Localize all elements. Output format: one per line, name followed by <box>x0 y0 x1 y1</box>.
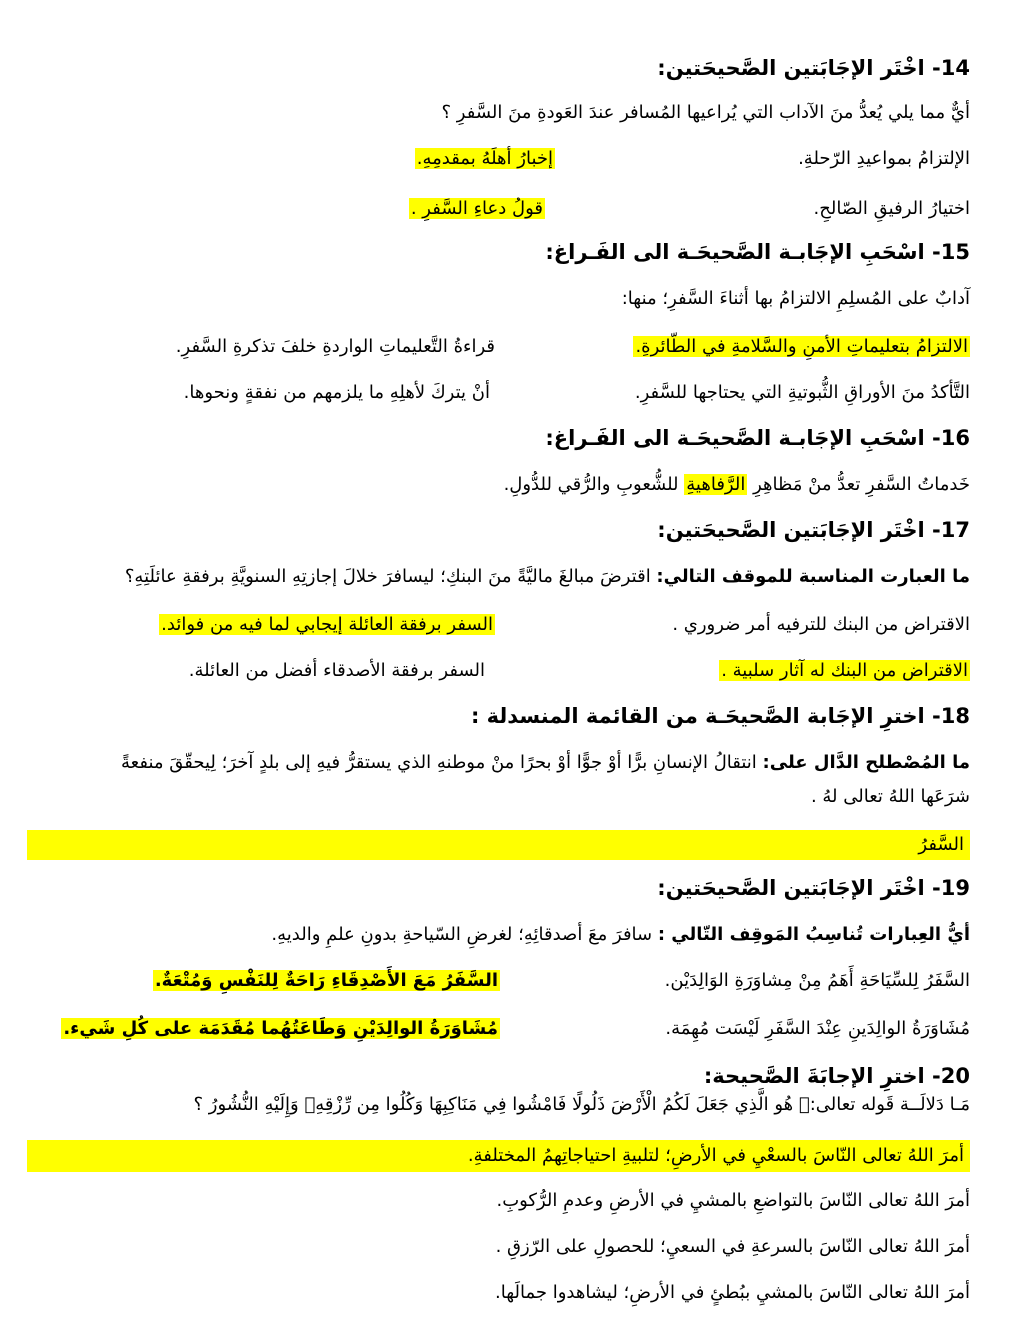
question-18-title: 18- اخترِ الإجَابة الصَّحيحَـة من القائمة المنسدلة : <box>470 704 970 728</box>
q14-option-3[interactable]: اختيارُ الرفيقِ الصّالحِ. <box>813 198 970 219</box>
question-19-text: أيُّ العِبارات تُناسِبُ المَوقِف التّالي : سافرَ معَ أصدقائِهِ؛ لغرضِ السّياحةِ بدونِ علمِ والديهِ. <box>271 924 970 945</box>
q15-option-2[interactable]: قراءةُ التَّعليماتِ الواردةِ خلفَ تذكرةِ السَّفرِ. <box>175 336 495 357</box>
question-15-text: آدابٌ على المُسلِمِ الالتزامُ بها أثناءَ السَّفرِ؛ منها: <box>621 288 970 309</box>
question-15-title: 15- اسْحَبِ الإجَابـة الصَّحيحَـة الى الفَـراغ: <box>545 240 970 264</box>
q20-option-3[interactable]: أمرَ اللهُ تعالى النّاسَ بالسرعةِ في السعيِ؛ للحصولِ على الرّزقِ . <box>495 1236 970 1257</box>
question-14-text: أيٌّ مما يلي يُعدُّ منَ الآداب التي يُراعيها المُسافر عندَ العَودةِ منَ السَّفرِ ؟ <box>441 102 970 123</box>
question-18-text-line2: شرَعَها اللهُ تعالى لهُ . <box>810 786 970 807</box>
question-20-title: 20- اخترِ الإجابَةَ الصَّحيحة: <box>703 1064 970 1088</box>
question-17-text: ما العبارت المناسبة للموقف التالي: اقترضَ مبالغَ ماليَّةً منَ البنكِ؛ ليسافرَ خلالَ إجازتِهِ السنويَّةِ برفقةِ عائلَتِهِ؟ <box>124 566 970 587</box>
q15-option-1[interactable]: الالتزامُ بتعليماتِ الأمنِ والسَّلامةِ في الطّائرةِ. <box>635 336 968 357</box>
q17-option-1[interactable]: الاقتراض من البنك للترفيه أمر ضروري . <box>672 614 970 635</box>
q19-option-3[interactable]: مُشَاوَرَةُ الوالِدَينِ عِنْدَ السَّفَرِ لَيْسَت مُهِمَة. <box>665 1018 970 1039</box>
q17-option-2[interactable]: السفر برفقة العائلة إيجابي لما فيه من فوائد. <box>161 614 493 635</box>
question-16-sentence: خَدماتُ السَّفرِ تعدُّ منْ مَظاهِرِ الرَّفاهيةِ للشُّعوبِ والرُّقي للدُّولِ. <box>503 474 970 495</box>
q14-option-2[interactable]: إخبارُ أهلَهُ بمقدمِهِ. <box>416 148 553 169</box>
question-18-text-line1: ما المُصْطلح الدَّال على: انتقالُ الإنسانِ برًّا أوْ جوًّا أوْ بحرًا منْ موطنهِ الذي يستقرُّ فيهِ إلى بلدٍ آخرَ؛ لِيحقّقَ منفعةً <box>121 752 970 773</box>
q14-option-1[interactable]: الإلتزامُ بمواعيدِ الرّحلةِ. <box>798 148 970 169</box>
question-20-text: مَـا دَلالَــة قَوله تعالى:﴿ هُو الَّذِي جَعَلَ لَكُمُ الْأَرْضَ ذَلُولًا فَامْشُوا فِي مَنَاكِبِهَا وَكُلُوا مِن رِّزْقِهِۖ وَإِلَيْهِ النُّشُورُ ؟ <box>193 1094 970 1115</box>
q15-option-3[interactable]: التَّأكدُ منَ الأوراقِ الثُّبوتيةِ التي يحتاجها للسَّفرِ. <box>634 382 970 403</box>
q20-option-1[interactable]: أمرَ اللهُ تعالى النّاسَ بالسعْيِ في الأرضِ؛ لتلبيةِ احتياجاتِهمُ المختلفةِ. <box>27 1140 970 1172</box>
question-14-title: 14- اخْتَر الإجَابَتين الصَّحيحَتين: <box>657 56 970 80</box>
question-17-title: 17- اخْتَر الإجَابَتين الصَّحيحَتين: <box>657 518 970 542</box>
q17-option-4[interactable]: السفر برفقة الأصدقاء أفضل من العائلة. <box>188 660 485 681</box>
q19-option-1[interactable]: السَّفَرُ لِلسِّيَاحَةِ أَهَمُ مِنْ مِشاوَرَةِ الوَالِدَيْن. <box>664 970 970 991</box>
q20-option-4[interactable]: أمرَ اللهُ تعالى النّاسَ بالمشيِ ببُطئٍ في الأرضِ؛ ليشاهدوا جمالَها. <box>494 1282 970 1303</box>
q19-option-4[interactable]: مُشَاوَرَةُ الوالِدَيْنِ وَطَاعَتُهُما مُقَدَمَة على كُلِ شَيء. <box>63 1018 498 1039</box>
q19-option-2[interactable]: السَّفَرُ مَعَ الأَصْدِقَاءِ رَاحَةٌ لِلنَفْسِ وَمُتْعَةٌ. <box>154 970 498 991</box>
q14-option-4[interactable]: قولُ دعاءِ السَّفرِ . <box>410 198 543 219</box>
q16-drop-zone-answer[interactable]: الرَّفاهيةِ <box>686 474 746 495</box>
q15-option-4[interactable]: أنْ يتركَ لأهلِهِ ما يلزمهم من نفقةٍ ونحوها. <box>183 382 490 403</box>
question-16-title: 16- اسْحَبِ الإجَابـة الصَّحيحَـة الى الفَـراغ: <box>545 426 970 450</box>
question-19-title: 19- اخْتَر الإجَابَتين الصَّحيحَتين: <box>657 876 970 900</box>
q20-option-2[interactable]: أمرَ اللهُ تعالى النّاسَ بالتواضعِ بالمشيِ في الأرضِ وعدمِ الرُّكوبِ. <box>496 1190 970 1211</box>
q18-dropdown-answer[interactable]: السَّفرُ <box>27 830 970 860</box>
q17-option-3[interactable]: الاقتراض من البنك له آثار سلبية . <box>721 660 968 681</box>
